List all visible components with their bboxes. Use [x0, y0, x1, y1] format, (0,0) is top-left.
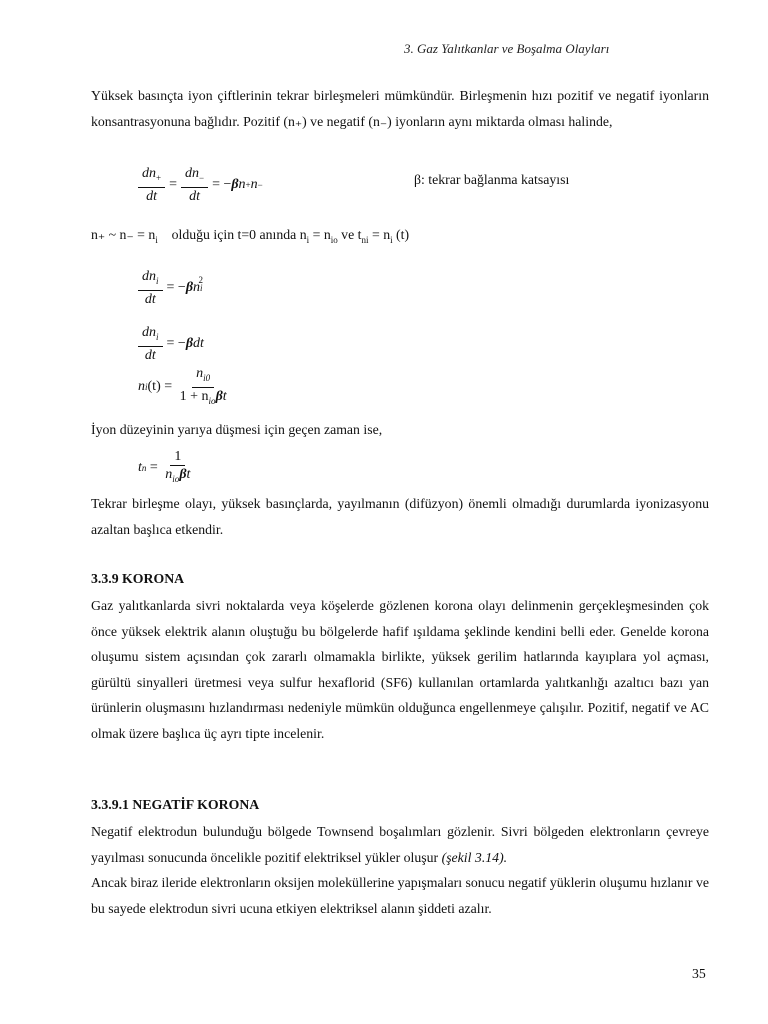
eq1-num2: dn [184, 166, 199, 181]
half-life-intro: İyon düzeyinin yarıya düşmesi için geçen zaman ise, [91, 422, 383, 437]
eq3-rhs: = − [166, 335, 186, 351]
eq2-beta: β [185, 279, 193, 295]
eq2-den: dt [144, 291, 156, 307]
section-heading-negatif-korona: 3.3.9.1 NEGATİF KORONA [91, 797, 260, 812]
equation-dni-dt-squared [138, 268, 203, 308]
cond-sub-io: io [330, 234, 338, 245]
eq1-rhs-minus: = − [212, 176, 232, 192]
figure-reference: (şekil 3.14). [441, 849, 508, 865]
eq4-den-t: t [222, 388, 227, 404]
cond-part5: = n [368, 227, 391, 242]
eq5-den-sub: io [172, 473, 180, 484]
cond-sub-i2: i [306, 234, 310, 245]
eq1-rhs-n: n [238, 176, 246, 192]
condition-line [91, 227, 409, 245]
cond-part3: = n [309, 227, 331, 242]
recombination-paragraph: Tekrar birleşme olayı, yüksek basınçlarda, yayılmanın (difüzyon) önemli olmadığı durumlarda iyonizasyonu azaltan başlıca etkendir. [91, 496, 709, 537]
cond-part1: n₊ ~ n₋ = n [91, 227, 156, 242]
eq1-den1: dt [146, 188, 157, 204]
eq1-rhs-sub1: + [245, 179, 251, 190]
running-header: 3. Gaz Yalıtkanlar ve Boşalma Olayları [404, 41, 610, 56]
eq1-rhs-n2: n [250, 176, 258, 192]
page-number: 35 [692, 966, 706, 981]
fraction-dni-dt-2 [138, 324, 163, 364]
eq2-n: n [192, 279, 200, 295]
eq4-num-n: n [196, 366, 204, 381]
eq5-den-beta: β [179, 467, 187, 482]
eq1-beta: β [231, 176, 239, 192]
eq4-lhs-sub: i [145, 382, 148, 393]
eq3-tail: dt [192, 335, 204, 351]
cond-part2: olduğu için t=0 anında n [171, 227, 307, 242]
eq2-n-sub: i [199, 282, 203, 293]
eq4-lhs-t: (t) [147, 379, 161, 395]
eq4-num-sub: i0 [203, 372, 211, 383]
eq5-t-sub: n [141, 462, 147, 473]
equation-ni-t [138, 365, 235, 410]
equation-half-time [138, 448, 198, 488]
eq1-den2: dt [189, 188, 200, 204]
eq5-den-t: t [186, 467, 191, 482]
eq4-den-beta: β [215, 388, 223, 404]
eq5-num: 1 [170, 448, 185, 466]
fraction-dn-plus [138, 165, 165, 205]
equation-recombination-rate: $\frac{dn_+}{dt}$ = $\frac{dn_-}{dt}$ = − β n + n − [138, 165, 263, 205]
intro-paragraph: Yüksek basınçta iyon çiftlerinin tekrar birleşmeleri mümkündür. Birleşmenin hızı pozitif ve negatif iyonların konsantrasyonuna bağlıdır. Pozitif (n₊) ve negatif (n₋) iyonların aynı miktarda olması halinde, [91, 88, 709, 129]
eq5-den-n: n [165, 467, 173, 482]
negatif-korona-text2: Ancak biraz ileride elektronların oksijen moleküllerine yapışmaları sonucu negatif yüklerin oluşumu hızlanır ve bu sayede elektrodun sivri ucuna etkiyen elektriksel alanın şiddeti azalır. [91, 875, 709, 916]
cond-part4: ve t [337, 227, 362, 242]
eq1-rhs-sub2: − [257, 179, 263, 190]
negatif-korona-paragraph [91, 819, 709, 921]
eq3-num: dn [142, 325, 156, 340]
cond-sub-ni: ni [361, 234, 369, 245]
fraction-dn-minus [181, 165, 208, 205]
cond-sub-i: i [155, 234, 158, 245]
cond-sub-i3: i [390, 234, 393, 245]
eq4-eq: = [160, 379, 176, 395]
beta-definition-note: β: tekrar bağlanma katsayısı [414, 172, 570, 187]
fraction-half-time [161, 448, 194, 488]
eq2-num-sub: i [156, 275, 159, 286]
eq4-lhs-n: n [138, 379, 145, 395]
eq5-t: t [138, 459, 142, 475]
eq5-eq: = [146, 459, 162, 475]
eq3-den: dt [144, 347, 156, 363]
negatif-korona-text1: Negatif elektrodun bulunduğu bölgede Townsend boşalımları gözlenir. Sivri bölgeden elektronların çevreye yayılması sonucunda öncelikle pozitif elektriksel yükler oluşur [91, 824, 709, 865]
eq3-num-sub: i [156, 331, 159, 342]
fraction-ni-t [176, 365, 231, 410]
fraction-dni-dt [138, 268, 163, 308]
cond-part6: (t) [392, 227, 410, 242]
eq2-sup: 2 [198, 274, 203, 285]
section-heading-korona: 3.3.9 KORONA [91, 571, 185, 586]
korona-paragraph: Gaz yalıtkanlarda sivri noktalarda veya köşelerde gözlenen korona olayı delinmenin gerçekleşmesinden çok önce yüksek elektrik alanın oluştuğu bu bölgelerde hafif ışıldama şeklinde kendini belli eder. Genelde korona oluşumu sistem açısından çok zararlı olmamakla birlikte, yüksek gerilim hatlarında kayıplara yol açması, gürültü sinyalleri üretmesi veya sulfur hexaflorid (SF6) kullanılan ortamlarda yalıtkanlığı azaltıcı bazı yan ürünlerin oluşmasını hızlandırması nedeniyle mümkün olduğunca engellenmeye çalışılır. Pozitif, negatif ve AC olmak üzere başlıca üç ayrı tipte incelenir. [91, 598, 709, 741]
eq3-beta: β [185, 335, 193, 351]
eq1-sub2: − [198, 172, 205, 183]
eq2-num: dn [142, 269, 156, 284]
eq2-rhs: = − [166, 279, 186, 295]
eq1-num1: dn [142, 166, 156, 181]
eq1-sub1: + [156, 172, 162, 183]
eq4-den-sub: io [208, 395, 216, 406]
eq4-den-one: 1 + n [179, 388, 209, 404]
equation-dni-over-ni [138, 324, 204, 364]
